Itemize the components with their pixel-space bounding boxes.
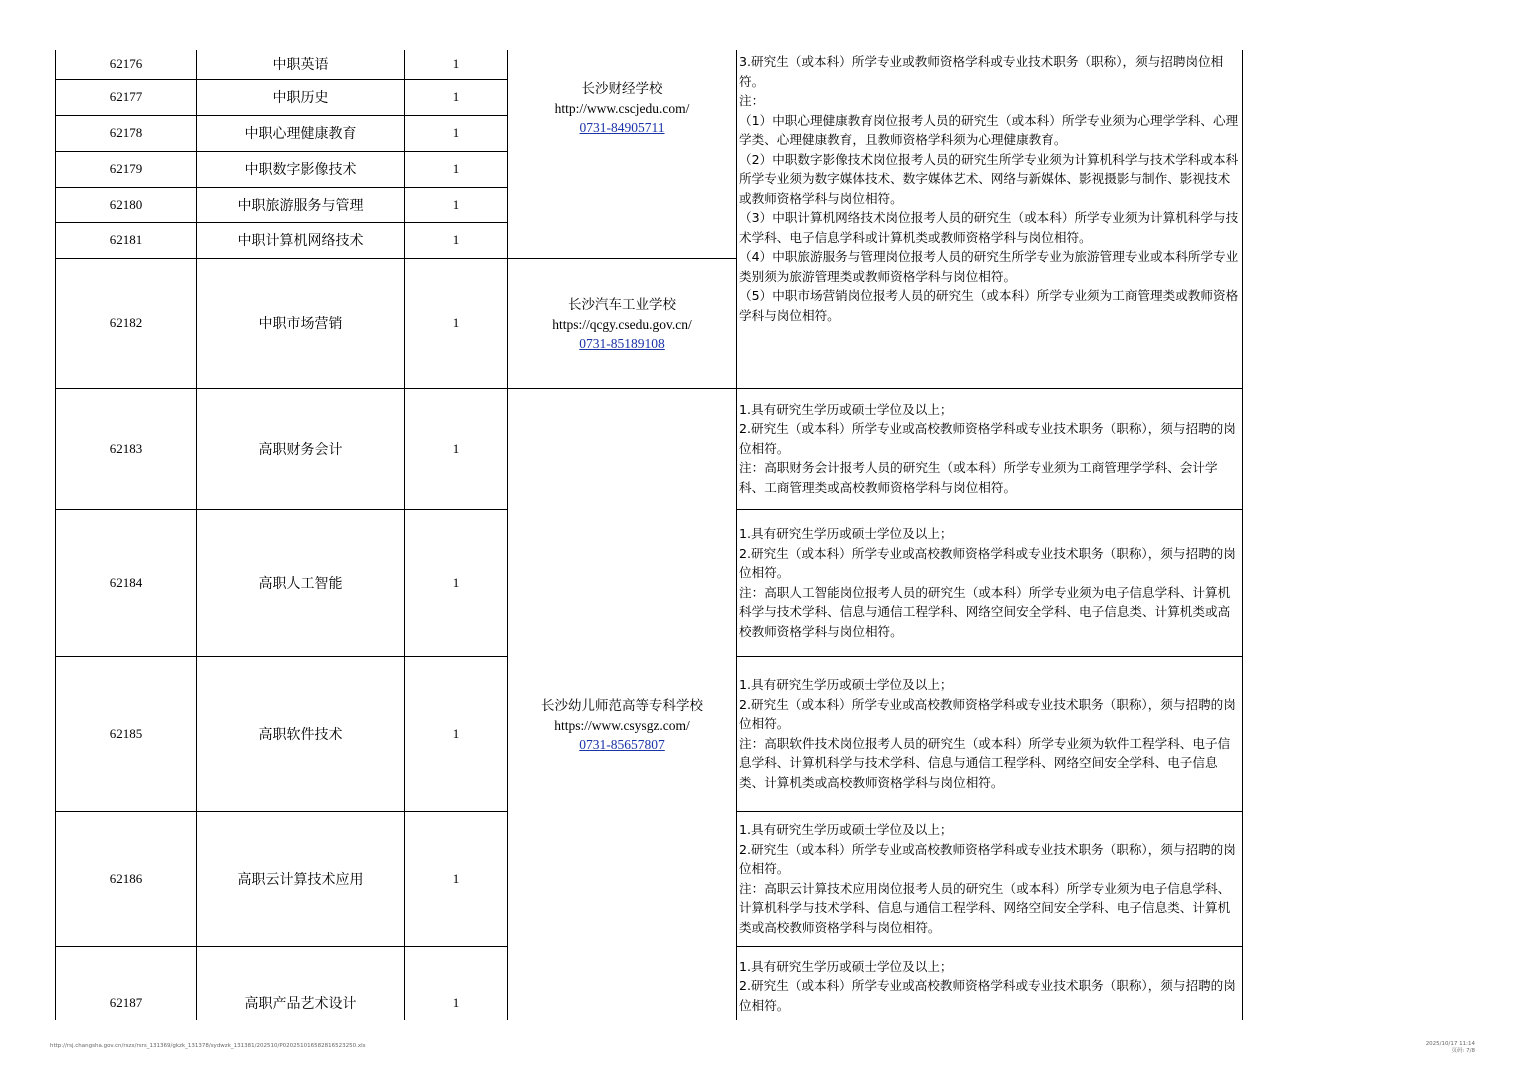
table-row bbox=[56, 388, 1243, 509]
position-code: 62187 bbox=[56, 946, 197, 1020]
position-name: 高职产品艺术设计 bbox=[197, 946, 405, 1020]
position-code: 62182 bbox=[56, 258, 197, 388]
footer-source-url: http://rsj.changsha.gov.cn/rszx/rsrs_131369/gkzk_131378/sydwzk_131381/202510/P020251016582816523250.xls bbox=[50, 1043, 366, 1049]
requirements-cell: 1.具有研究生学历或硕士学位及以上； 2.研究生（或本科）所学专业或高校教师资格学科或专业技术职务（职称），须与招聘的岗位相符。 注：高职软件技术岗位报考人员的研究生（或本科）所学专业须为软件工程学科、电子信息学科、计算机科学与技术学科、信息与通信工程学科、网络空间安全学科、电子信息类、计算机类或高校教师资格学科与岗位相符。 bbox=[737, 656, 1243, 811]
position-code: 62178 bbox=[56, 115, 197, 151]
position-code: 62183 bbox=[56, 388, 197, 509]
position-name: 中职旅游服务与管理 bbox=[197, 187, 405, 222]
school-url: https://qcgy.csedu.gov.cn/ bbox=[552, 316, 692, 332]
footer-meta bbox=[1426, 1041, 1475, 1055]
position-count: 1 bbox=[405, 656, 508, 811]
school-url: https://www.csysgz.com/ bbox=[554, 717, 690, 733]
position-name: 中职计算机网络技术 bbox=[197, 222, 405, 258]
position-count: 1 bbox=[405, 79, 508, 115]
position-name: 高职人工智能 bbox=[197, 509, 405, 656]
position-name: 高职财务会计 bbox=[197, 388, 405, 509]
table-row bbox=[56, 50, 1243, 79]
position-count: 1 bbox=[405, 222, 508, 258]
school-phone-link[interactable]: 0731-84905711 bbox=[579, 120, 665, 135]
school-url: http://www.cscjedu.com/ bbox=[554, 101, 690, 116]
school-name: 长沙幼儿师范高等专科学校 bbox=[541, 697, 703, 714]
recruitment-table bbox=[55, 50, 1243, 1020]
position-code: 62176 bbox=[56, 50, 197, 79]
position-count: 1 bbox=[405, 50, 508, 79]
position-count: 1 bbox=[405, 187, 508, 222]
requirements-cell: 1.具有研究生学历或硕士学位及以上； 2.研究生（或本科）所学专业或高校教师资格学科或专业技术职务（职称），须与招聘的岗位相符。 注：高职人工智能岗位报考人员的研究生（或本科）所学专业须为电子信息学科、计算机科学与技术学科、信息与通信工程学科、网络空间安全学科、电子信息类、计算机类或高校教师资格学科与岗位相符。 bbox=[737, 509, 1243, 656]
footer-datetime: 2025/10/17 11:14 bbox=[1425, 1041, 1475, 1047]
position-code: 62181 bbox=[56, 222, 197, 258]
footer-page-number: 页码: 7/8 bbox=[1451, 1048, 1475, 1054]
position-code: 62179 bbox=[56, 151, 197, 187]
school-cell bbox=[508, 258, 737, 388]
school-phone-link[interactable]: 0731-85189108 bbox=[579, 335, 665, 351]
position-name: 高职软件技术 bbox=[197, 656, 405, 811]
position-count: 1 bbox=[405, 151, 508, 187]
school-name: 长沙汽车工业学校 bbox=[568, 296, 676, 313]
position-count: 1 bbox=[405, 946, 508, 1020]
requirements-cell: 1.具有研究生学历或硕士学位及以上； 2.研究生（或本科）所学专业或高校教师资格学科或专业技术职务（职称），须与招聘的岗位相符。 bbox=[737, 946, 1243, 1020]
position-name: 中职心理健康教育 bbox=[197, 115, 405, 151]
school-cell bbox=[508, 50, 737, 258]
position-name: 中职英语 bbox=[197, 50, 405, 79]
requirements-cell: 3.研究生（或本科）所学专业或教师资格学科或专业技术职务（职称），须与招聘岗位相符。 注： （1）中职心理健康教育岗位报考人员的研究生（或本科）所学专业须为心理学学科、心理学类、心理健康教育，且教师资格学科须为心理健康教育。 （2）中职数字影像技术岗位报考人员的研究生所学专业须为计算机科学与技术学科或本科所学专业须为数字媒体技术、数字媒体艺术、网络与新媒体、影视摄影与制作、影视技术或教师资格学科与岗位相符。 （3）中职计算机网络技术岗位报考人员的研究生（或本科）所学专业须为计算机科学与技术学科、电子信息学科或计算机类或教师资格学科与岗位相符。 （4）中职旅游服务与管理岗位报考人员的研究生所学专业为旅游管理专业或本科所学专业类别须为旅游管理类或教师资格学科与岗位相符。 （5）中职市场营销岗位报考人员的研究生（或本科）所学专业须为工商管理类或教师资格学科与岗位相符。 bbox=[737, 50, 1243, 388]
requirements-cell: 1.具有研究生学历或硕士学位及以上； 2.研究生（或本科）所学专业或高校教师资格学科或专业技术职务（职称），须与招聘的岗位相符。 注：高职云计算技术应用岗位报考人员的研究生（或本科）所学专业须为电子信息学科、计算机科学与技术学科、信息与通信工程学科、网络空间安全学科、电子信息类、计算机类或高校教师资格学科与岗位相符。 bbox=[737, 811, 1243, 946]
position-name: 中职数字影像技术 bbox=[197, 151, 405, 187]
position-count: 1 bbox=[405, 258, 508, 388]
requirements-cell: 1.具有研究生学历或硕士学位及以上； 2.研究生（或本科）所学专业或高校教师资格学科或专业技术职务（职称），须与招聘的岗位相符。 注：高职财务会计报考人员的研究生（或本科）所学专业须为工商管理学学科、会计学科、工商管理类或高校教师资格学科与岗位相符。 bbox=[737, 388, 1243, 509]
position-name: 中职历史 bbox=[197, 79, 405, 115]
position-count: 1 bbox=[405, 388, 508, 509]
position-code: 62185 bbox=[56, 656, 197, 811]
position-code: 62184 bbox=[56, 509, 197, 656]
position-count: 1 bbox=[405, 115, 508, 151]
position-count: 1 bbox=[405, 509, 508, 656]
position-name: 中职市场营销 bbox=[197, 258, 405, 388]
position-code: 62177 bbox=[56, 79, 197, 115]
school-phone-link[interactable]: 0731-85657807 bbox=[579, 736, 665, 752]
school-cell bbox=[508, 388, 737, 1020]
position-code: 62180 bbox=[56, 187, 197, 222]
position-code: 62186 bbox=[56, 811, 197, 946]
school-name: 长沙财经学校 bbox=[581, 81, 663, 97]
position-name: 高职云计算技术应用 bbox=[197, 811, 405, 946]
position-count: 1 bbox=[405, 811, 508, 946]
